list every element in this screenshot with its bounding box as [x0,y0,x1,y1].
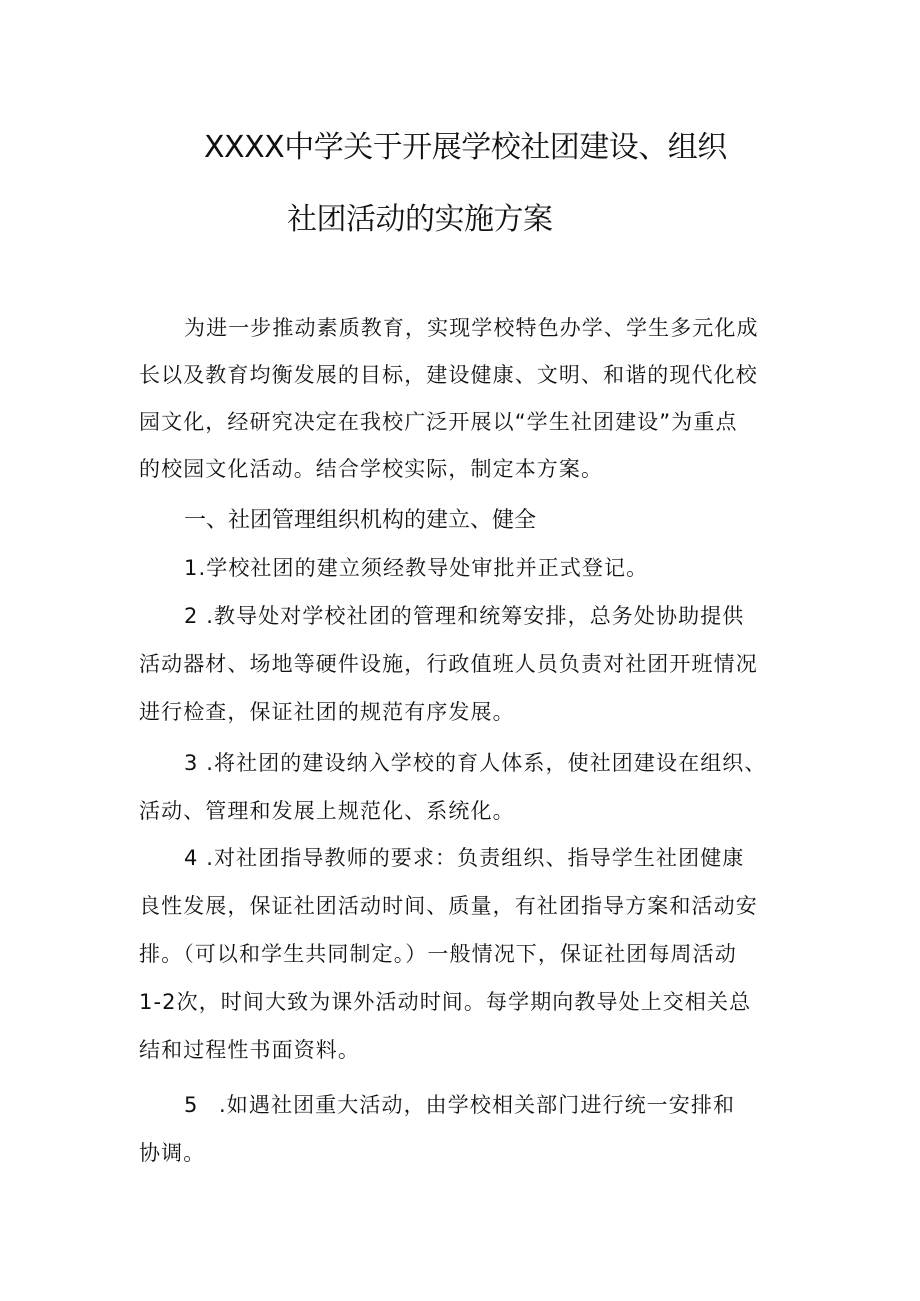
text-line: 协调。 [139,1141,206,1165]
text-line: 2 .教导处对学校社团的管理和统筹安排，总务处协助提供 [184,604,745,628]
text-line: 3 .将社团的建设纳入学校的育人体系，使社团建设在组织、 [184,751,767,775]
text-line: 为进一步推动素质教育，实现学校特色办学、学生多元化成 [184,316,759,340]
text-line: 园文化，经研究决定在我校广泛开展以“学生社团建设”为重点 [139,410,738,434]
text-line: 排。（可以和学生共同制定。）一般情况下，保证社团每周活动 [139,942,737,966]
document-title-line-1: XXXX中学关于开展学校社团建设、组织 [204,130,727,165]
text-line: 活动、管理和发展上规范化、系统化。 [139,799,515,823]
text-line: 良性发展，保证社团活动时间、质量，有社团指导方案和活动安 [139,894,758,918]
text-line: 结和过程性书面资料。 [139,1038,360,1062]
text-line: 1-2次，时间大致为课外活动时间。每学期向教导处上交相关总 [139,990,752,1014]
text-line: 4 .对社团指导教师的要求：负责组织、指导学生社团健康 [184,846,745,870]
text-line: 进行检查，保证社团的规范有序发展。 [139,700,515,724]
text-line: 1.学校社团的建立须经教导处审批并正式登记。 [184,556,649,580]
section-heading: 一、社团管理组织机构的建立、健全 [184,508,537,533]
text-line: 活动器材、场地等硬件设施，行政值班人员负责对社团开班情况 [139,652,758,676]
text-line: 长以及教育均衡发展的目标，建设健康、文明、和谐的现代化校 [139,363,758,387]
text-line: .如遇社团重大活动，由学校相关部门进行统一安排和 [219,1093,736,1117]
text-line: 的校园文化活动。结合学校实际，制定本方案。 [139,457,604,481]
document-title-line-2: 社团活动的实施方案 [287,202,553,237]
item-number: 5 [184,1093,199,1117]
